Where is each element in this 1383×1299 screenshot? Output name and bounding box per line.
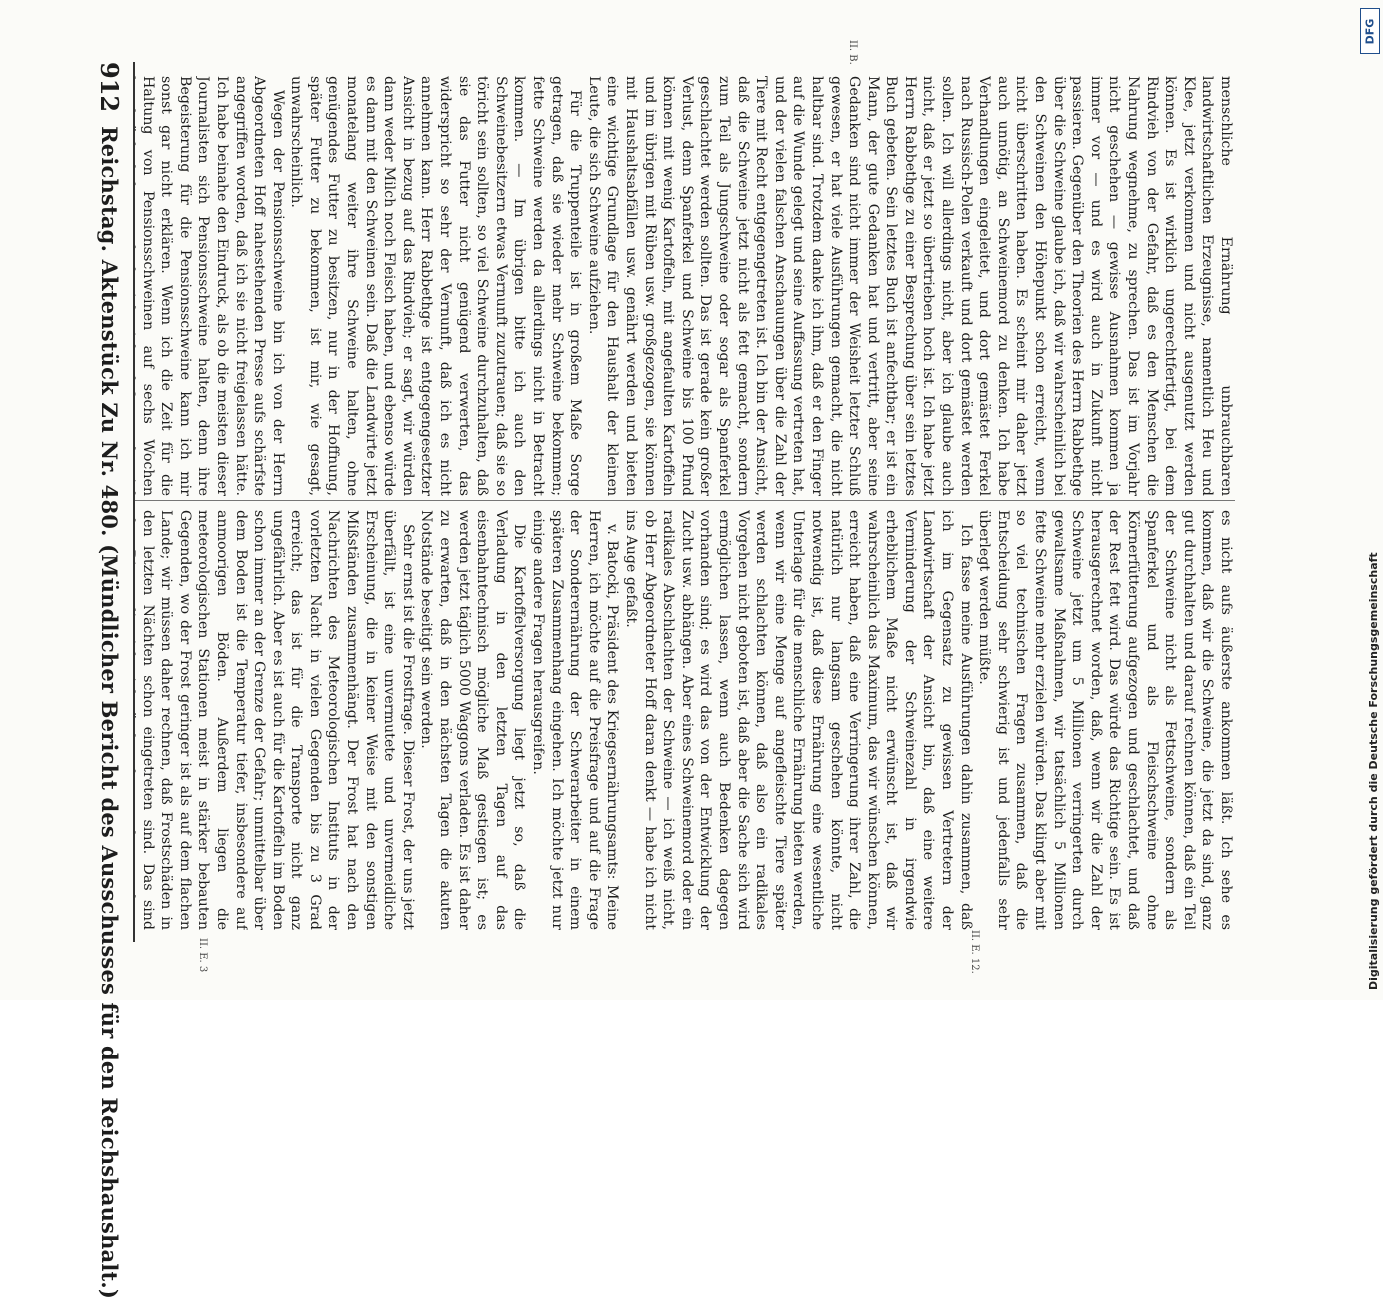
credit-text: Digitalisierung gefördert durch die Deutsche Forschungsgemeinschaft [1367, 552, 1380, 990]
margin-note-top-left: II. E. 3 [197, 938, 208, 973]
paragraph: Die Kartoffelversorgung liegt jetzt so, daß die Verladung in den letzten Tagen auf das eisenbahntechnisch mögliche Maß gestiegen ist; es werden jetzt täglich 5000 Waggons verladen. Es ist daher zu erwarten, daß in den nächsten Tagen die akuten Notstände beseitigt sein werden. [418, 510, 528, 930]
margin-note-right: II. B. [847, 40, 858, 65]
page-number: 912 [95, 62, 125, 113]
paragraph: Wegen der Pensionsschweine bin ich von der Herrn Abgeordneten Hoff nahestehenden Presse aufs schärfste angegriffen worden, daß ich sie nicht freigelassen hätte. Ich habe beinahe den Eindruck, als ob die meisten dieser Journalisten sich Pensionsschweine halten, denn ihre Begeisterung für die Pensionsschweine kann ich mir sonst gar nicht erklären. Wenn ich die Zeit für die Haltung von Pensionsschweinen auf sechs Wochen [139, 76, 286, 496]
left-text-column [135, 76, 1235, 496]
page-header [92, 62, 128, 1299]
paragraph: Ich fasse meine Ausführungen dahin zusammen, daß ich im Gegensatz zu gewissen Vertretern der Landwirtschaft der Ansicht bin, daß eine weitere Verminderung der Schweinezahl in irgendwie erheblichem Maße nicht erwünscht ist, daß wir wahrscheinlich das Maximum, das wir wünschen können, erreicht haben, daß eine Verringerung ihrer Zahl, die natürlich nur langsam geschehen könnte, nicht notwendig ist, daß diese Ernährung eine wesentliche Unterlage für die menschliche Ernährung bieten werden, wenn wir eine Menge auf angefleischte Tiere später werden schlachten können, daß also ein radikales Vorgehen nicht geboten ist, daß aber die Sache sich wird ermöglichen lassen, wenn auch Bedenken dagegen vorhanden sind; es wird das von der Entwicklung der Zucht usw. abhängen. Aber eines Schweinemord oder ein radikales Abschlachten der Schweine — ich weiß nicht, ob Herr Abgeordneter Hoff daran denkt — habe ich nicht ins Auge gefaßt. [623, 510, 974, 930]
digitization-credit [1357, 60, 1380, 990]
dfg-logo-icon [1360, 8, 1380, 54]
paragraph: es nicht aufs äußerste ankommen läßt. Ich sehe es kommen, daß wir die Schweine, die jetzt da sind, ganz gut durchhalten und darauf rechnen können, daß ein Teil der Schweine nicht als Fettschweine, sondern als Spanferkel und als Fleischschweine ohne Körnerfütterung aufgezogen und geschlachtet, und daß der Rest fett wird. Das würde das Richtige sein. Es ist herausgerechnet worden, daß, wenn wir die Zahl der Schweine jetzt um 5 Millionen verringerten durch gewaltsame Maßnahmen, wir tatsächlich 5 Millionen fette Schweine mehr erzielen würden. Das klingt aber mit so viel technischen Fragen zusammen, daß die Entscheidung sehr schwierig ist und jedenfalls sehr überlegt werden müßte. [976, 510, 1234, 930]
page-title: Reichstag. Aktenstück Zu Nr. 480. (Mündlicher Bericht des Ausschusses für den Reichshaushalt.) [97, 126, 123, 1299]
margin-note-bottom-left: II. E. 12. [969, 930, 980, 974]
speaker-paragraph: v. Batocki, Präsident des Kriegsernährungsamts: Meine Herren, ich möchte auf die Preisfrage und auf die Frage der Sonderernährung der Schwerarbeiter in einem späteren Zusammenhang eingehen. Ich möchte jetzt nur einige andere Fragen herausgreifen. [530, 510, 621, 930]
paragraph: menschliche Ernährung unbrauchbaren landwirtschaftlichen Erzeugnisse, namentlich Heu und Klee, jetzt verkommen und nicht ausgenutzt werden können. Es ist wirklich ungerechtfertigt, bei dem Rindvieh von der Gefahr, daß es den Menschen die Nahrung wegnehme, zu sprechen. Das ist im Vorjahr nicht geschehen — gewisse Ausnahmen kommen ja immer vor — und es wird auch in Zukunft nicht passieren. Gegenüber den Theorien des Herrn Rabbethge über die Schweine glaube ich, daß wir wahrscheinlich bei den Schweinen den Höhepunkt schon erreicht, wenn nicht überschritten haben. Es scheint mir daher jetzt auch unnötig, an Schweinemord zu denken. Ich habe Verhandlungen eingeleitet, und dort gemästet Ferkel nach Russisch-Polen verkauft und dort gemästet werden sollen. Ich will allerdings nicht, aber ich glaube auch nicht, daß er jetzt so übertrieben hoch ist. Ich habe jetzt Herrn Rabbethge zu einer Besprechung über sein letztes Buch gebeten. Sein letztes Buch ist anfechtbar; er ist ein Mann, der gute Gedanken hat und vertritt, aber seine Gedanken sind nicht immer der Weisheit letzter Schluß gewesen, er hat viele Ausführungen gemacht, die nicht haltbar sind. Trotzdem danke ich ihm, daß er den Finger auf die Wunde gelegt und seine Auffassung vertreten hat, und der vielen falschen Anschauungen über die Zahl der Tiere mit Recht entgegengetreten ist. Ich bin der Ansicht, daß die Schweine jetzt nicht als fett gemacht, sondern zum Teil als Jungschweine oder sogar als Spanferkel geschlachtet werden sollten. Das ist gerade kein großer Verlust, denn Spanferkel und Schweine bis 100 Pfund können mit wenig Kartoffeln, mit angefaulten Kartoffeln und im übrigen mit Rüben usw. großgezogen, sie können mit Haushaltsabfällen usw. genährt werden und bieten eine wichtige Grundlage für den Haushalt der kleinen Leute, die sich Schweine aufziehen. [585, 76, 1234, 496]
paragraph: Für die Truppenteile ist in großem Maße Sorge getragen, daß sie wieder mehr Schweine bekommen; fette Schweine werden da allerdings nicht in Betracht kommen. — Im übrigen bitte ich auch den Schweinebesitzern etwas Vernunft zuzutrauen; daß sie so töricht sein sollten, so viel Schweine durchzuhalten, daß sie das Futter nicht genügend verwerten, das widerspricht so sehr der Vernunft, daß ich es nicht annehmen kann. Herr Rabbethge ist entgegengesetzter Ansicht in bezug auf das Rindvieh; er sagt, wir würden dann weder Milch noch Fleisch haben, und ebenso würde es dann mit den Schweinen sein. Daß die Landwirte jetzt monatelang weiter ihre Schweine halten, ohne genügendes Futter zu besitzen, nur in der Hoffnung, später Futter zu bekommen, ist mir, wie gesagt, unwahrscheinlich. [288, 76, 584, 496]
column-divider [135, 500, 1235, 501]
paragraph: Sehr ernst ist die Frostfrage. Dieser Frost, der uns jetzt überfällt, ist eine unvermutete und unvermeidliche Erscheinung, die in keiner Weise mit den sonstigen Mißständen zusammenhängt. Der Frost hat nach den Nachrichten des Meteorologischen Instituts in der vorletzten Nacht in vielen Gegenden bis zu 3 Grad erreicht; das ist für die Transporte nicht ganz ungefährlich. Aber es ist auch für die Kartoffeln im Boden schon immer an der Grenze der Gefahr; unmittelbar über dem Boden ist die Temperatur tiefer, insbesondere auf anmoorigen Böden. Außerdem liegen die meteorologischen Stationen meist in stärker bebauten Gegenden, wo der Frost geringer ist als auf dem flachen Lande; wir müssen daher rechnen, daß Frostschäden in den letzten Nächten schon eingetreten sind. Das sind [139, 510, 416, 930]
dfg-logo-text: DFG [1363, 18, 1377, 44]
right-text-column [135, 510, 1235, 930]
